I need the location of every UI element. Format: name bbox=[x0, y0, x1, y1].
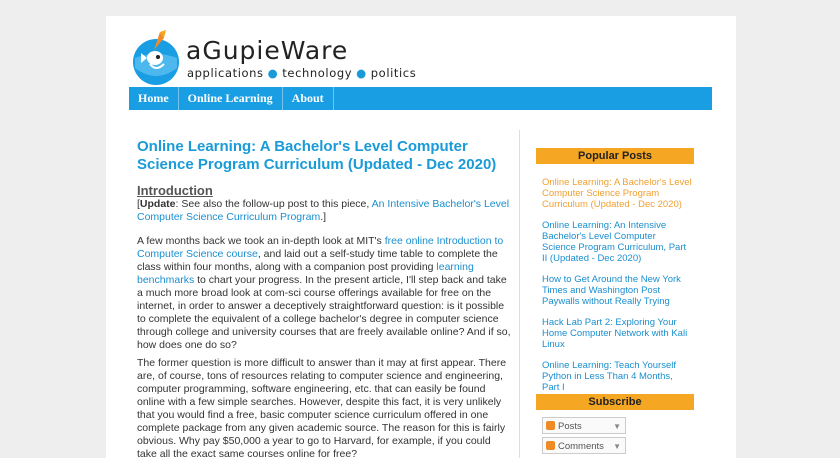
update-close: .] bbox=[320, 211, 327, 223]
chevron-down-icon: ▼ bbox=[613, 422, 621, 431]
intro-paragraph-2: The former question is more difficult to answer than it may at first appear. There are, of course, tons of resources relating to computer science and engineering, computer programming, software engineering, etc. that can easily be found online with a few simple searches. However, despite this fact, it is very unlikely that you would find a free, basic computer science curriculum offered in one complete package from any given academic source. The reason for this is fairly obvious. Why pay $50,000 a year to go to Harvard, for example, if you could take all the exact same courses online for free? bbox=[137, 357, 507, 458]
nav-home[interactable]: Home bbox=[129, 87, 179, 110]
main-nav bbox=[129, 87, 712, 110]
update-note bbox=[137, 198, 512, 224]
rss-icon bbox=[546, 441, 555, 450]
intro-paragraph-1 bbox=[137, 235, 512, 352]
learning-benchmarks-link[interactable]: learning benchmarks bbox=[137, 261, 474, 286]
post-title[interactable]: Online Learning: A Bachelor's Level Computer Science Program Curriculum (Updated - Dec 2020) bbox=[137, 138, 497, 173]
fishbowl-logo-icon[interactable] bbox=[130, 28, 182, 86]
subscribe-posts-label: Posts bbox=[558, 421, 582, 432]
para1-text-3: to chart your progress. In the present article, I'll step back and take a much more broad look at com-sci course offerings available for free on the internet, in order to answer a deceptively straightforward question: is it possible to complete the equivalent of a college bachelor's degree in computer science through college and university courses that are freely available online? And if so, how does one do so? bbox=[137, 274, 511, 351]
subscribe-comments-label: Comments bbox=[558, 441, 604, 452]
page bbox=[106, 16, 736, 458]
tagline-politics: politics bbox=[370, 66, 417, 80]
site-tagline bbox=[187, 66, 416, 80]
popular-post-link[interactable]: Hack Lab Part 2: Exploring Your Home Computer Network with Kali Linux bbox=[542, 317, 688, 350]
para1-text-1: A few months back we took an in-depth look at MIT's bbox=[137, 235, 385, 247]
popular-post-link[interactable]: Online Learning: Teach Yourself Python in Less Than 4 Months, Part I bbox=[542, 360, 676, 393]
nav-about[interactable]: About bbox=[283, 87, 334, 110]
mit-course-link[interactable]: free online Introduction to Computer Science course bbox=[137, 235, 504, 260]
subscribe-posts-button[interactable] bbox=[542, 417, 626, 434]
update-label: Update bbox=[139, 198, 176, 210]
popular-post-link[interactable]: Online Learning: An Intensive Bachelor's Level Computer Science Program Curriculum, Part II (Updated - Dec 2020) bbox=[542, 220, 687, 264]
rss-icon bbox=[546, 421, 555, 430]
column-divider bbox=[519, 130, 520, 458]
para1-text-2: , and laid out a self-study time table to complete the class within four months, along with a companion post providing bbox=[137, 248, 498, 273]
tagline-dot-icon: ● bbox=[267, 66, 279, 80]
tagline-technology: technology bbox=[282, 66, 353, 80]
popular-posts-header: Popular Posts bbox=[536, 148, 694, 164]
tagline-applications: applications bbox=[187, 66, 264, 80]
tagline-dot-icon: ● bbox=[356, 66, 367, 80]
subscribe-comments-button[interactable] bbox=[542, 437, 626, 454]
nav-online-learning[interactable]: Online Learning bbox=[179, 87, 283, 110]
chevron-down-icon: ▼ bbox=[613, 442, 621, 451]
site-title[interactable]: aGupieWare bbox=[186, 36, 349, 65]
followup-post-link[interactable]: An Intensive Bachelor's Level Computer Science Curriculum Program bbox=[137, 198, 510, 223]
popular-posts-list bbox=[542, 177, 692, 403]
section-heading: Introduction bbox=[137, 183, 213, 198]
update-text: : See also the follow-up post to this piece, bbox=[175, 198, 372, 210]
popular-post-link[interactable]: Online Learning: A Bachelor's Level Computer Science Program Curriculum (Updated - Dec 2020) bbox=[542, 177, 692, 210]
subscribe-header: Subscribe bbox=[536, 394, 694, 410]
popular-post-link[interactable]: How to Get Around the New York Times and Washington Post Paywalls without Really Trying bbox=[542, 274, 681, 307]
update-open-bracket: [ bbox=[137, 198, 140, 210]
